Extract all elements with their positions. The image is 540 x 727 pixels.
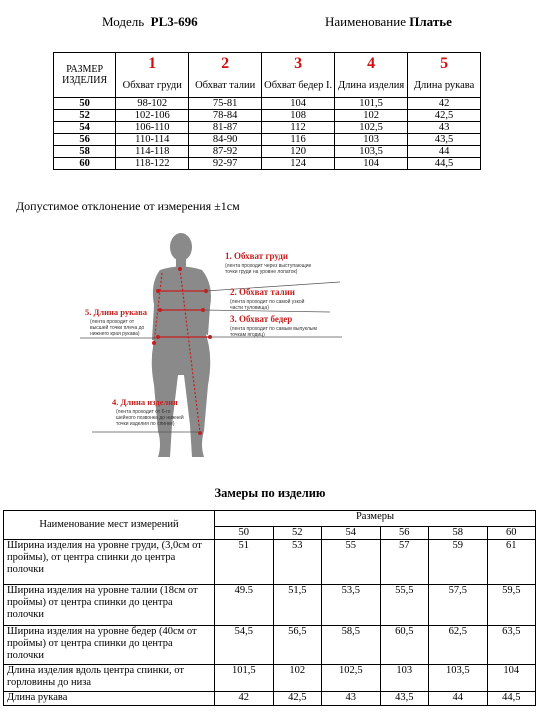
meas-row xyxy=(4,665,536,692)
model-label: Модель xyxy=(102,14,145,29)
meas-cell: 42,5 xyxy=(273,692,321,706)
size-row xyxy=(54,146,481,158)
meas-cell: 43,5 xyxy=(380,692,428,706)
meas-cell: 44 xyxy=(429,692,488,706)
size-cell: 124 xyxy=(262,158,335,170)
measurements-table xyxy=(3,510,536,706)
size-cell: 104 xyxy=(335,158,408,170)
label-length-note: (лента проходит от 6-го xyxy=(116,409,171,415)
column-label: Обхват бедер I. xyxy=(262,73,335,98)
size-table xyxy=(53,52,481,170)
meas-size-header: 50 xyxy=(215,527,274,540)
label-chest-title: 1. Обхват груди xyxy=(225,251,289,261)
meas-cell: 61 xyxy=(487,540,535,585)
meas-size-header: 58 xyxy=(429,527,488,540)
size-cell: 81-87 xyxy=(189,122,262,134)
name-value: Платье xyxy=(409,14,452,29)
meas-cell: 57,5 xyxy=(429,585,488,626)
label-length-note: шейного позвонка до нижней xyxy=(116,415,184,421)
size-cell: 43 xyxy=(408,122,481,134)
meas-row xyxy=(4,585,536,626)
size-cell: 106-110 xyxy=(116,122,189,134)
meas-cell: 102 xyxy=(273,665,321,692)
meas-cell: 51 xyxy=(215,540,274,585)
meas-cell: 43 xyxy=(322,692,381,706)
size-cell: 114-118 xyxy=(116,146,189,158)
label-waist-title: 2. Обхват талии xyxy=(230,287,295,297)
meas-cell: 53 xyxy=(273,540,321,585)
meas-cell: 104 xyxy=(487,665,535,692)
size-cell: 42,5 xyxy=(408,110,481,122)
label-length-note: точки изделия по спинке) xyxy=(116,421,175,427)
size-row-size: 50 xyxy=(54,98,116,110)
size-cell: 103 xyxy=(335,134,408,146)
size-cell: 84-90 xyxy=(189,134,262,146)
meas-cell: 53,5 xyxy=(322,585,381,626)
meas-size-header: 60 xyxy=(487,527,535,540)
size-row xyxy=(54,98,481,110)
measurement-figure xyxy=(80,225,360,465)
model-heading xyxy=(102,14,198,30)
size-cell: 44,5 xyxy=(408,158,481,170)
column-label: Длина рукава xyxy=(408,73,481,98)
size-cell: 104 xyxy=(262,98,335,110)
meas-cell: 42 xyxy=(215,692,274,706)
meas-cell: 58,5 xyxy=(322,626,381,665)
size-row xyxy=(54,110,481,122)
size-cell: 87-92 xyxy=(189,146,262,158)
name-label: Наименование xyxy=(325,14,406,29)
size-cell: 120 xyxy=(262,146,335,158)
size-row xyxy=(54,158,481,170)
meas-row xyxy=(4,626,536,665)
size-cell: 103,5 xyxy=(335,146,408,158)
meas-cell: 59 xyxy=(429,540,488,585)
size-row-size: 60 xyxy=(54,158,116,170)
meas-cell: 103,5 xyxy=(429,665,488,692)
name-heading xyxy=(325,14,452,30)
meas-cell: 63,5 xyxy=(487,626,535,665)
size-cell: 110-114 xyxy=(116,134,189,146)
size-cell: 92-97 xyxy=(189,158,262,170)
label-sleeve-note: (лента проходит от xyxy=(90,319,135,325)
column-label: Обхват талии xyxy=(189,73,262,98)
size-cell: 43,5 xyxy=(408,134,481,146)
label-chest-note: точки груди на уровне лопаток) xyxy=(225,269,298,275)
body-illustration xyxy=(80,225,360,465)
label-hips-note: точкам ягодиц) xyxy=(230,332,265,338)
meas-head-left: Наименование мест измерений xyxy=(4,511,215,540)
meas-row-name: Длина рукава xyxy=(4,692,215,706)
meas-row xyxy=(4,692,536,706)
size-cell: 112 xyxy=(262,122,335,134)
meas-cell: 59,5 xyxy=(487,585,535,626)
size-row xyxy=(54,122,481,134)
column-number: 2 xyxy=(189,53,262,74)
meas-row-name: Длина изделия вдоль центра спинки, от горловины до низа xyxy=(4,665,215,692)
label-chest-note: (лента проходит через выступающие xyxy=(225,263,312,269)
size-cell: 44 xyxy=(408,146,481,158)
label-sleeve-note: нижнего края рукава) xyxy=(90,331,140,337)
column-label: Длина изделия xyxy=(335,73,408,98)
size-cell: 116 xyxy=(262,134,335,146)
size-cell: 75-81 xyxy=(189,98,262,110)
meas-cell: 44,5 xyxy=(487,692,535,706)
meas-cell: 103 xyxy=(380,665,428,692)
column-number: 4 xyxy=(335,53,408,74)
size-cell: 118-122 xyxy=(116,158,189,170)
size-table-corner: РАЗМЕР ИЗДЕЛИЯ xyxy=(54,53,116,98)
meas-cell: 101,5 xyxy=(215,665,274,692)
size-cell: 42 xyxy=(408,98,481,110)
meas-cell: 62,5 xyxy=(429,626,488,665)
meas-cell: 49.5 xyxy=(215,585,274,626)
meas-cell: 55 xyxy=(322,540,381,585)
label-length-title: 4. Длина изделия xyxy=(112,397,178,407)
meas-cell: 57 xyxy=(380,540,428,585)
label-sleeve-title: 5. Длина рукава xyxy=(85,307,148,317)
label-sleeve-note: высшей точки плеча до xyxy=(90,325,145,331)
meas-cell: 51,5 xyxy=(273,585,321,626)
column-number: 5 xyxy=(408,53,481,74)
size-row-size: 52 xyxy=(54,110,116,122)
meas-size-header: 54 xyxy=(322,527,381,540)
meas-size-header: 56 xyxy=(380,527,428,540)
meas-cell: 102,5 xyxy=(322,665,381,692)
column-number: 1 xyxy=(116,53,189,74)
tolerance-note: Допустимое отклонение от измерения ±1см xyxy=(16,199,240,213)
size-cell: 102,5 xyxy=(335,122,408,134)
size-row xyxy=(54,134,481,146)
column-number: 3 xyxy=(262,53,335,74)
column-label: Обхват груди xyxy=(116,73,189,98)
size-row-size: 54 xyxy=(54,122,116,134)
label-waist-note: (лента проходит по самой узкой xyxy=(230,299,305,305)
meas-cell: 54,5 xyxy=(215,626,274,665)
size-row-size: 58 xyxy=(54,146,116,158)
size-cell: 102 xyxy=(335,110,408,122)
model-value: PL3-696 xyxy=(150,14,198,29)
meas-size-header: 52 xyxy=(273,527,321,540)
meas-head-right: Размеры xyxy=(215,511,536,527)
meas-row-name: Ширина изделия на уровне талии (18см от проймы) от центра спинки до центра полочки xyxy=(4,585,215,626)
size-row-size: 56 xyxy=(54,134,116,146)
meas-cell: 56,5 xyxy=(273,626,321,665)
size-cell: 101,5 xyxy=(335,98,408,110)
size-cell: 102-106 xyxy=(116,110,189,122)
meas-row-name: Ширина изделия на уровне бедер (40см от проймы) от центра спинки до центра полочки xyxy=(4,626,215,665)
label-waist-note: части туловища) xyxy=(230,305,269,311)
measurements-title: Замеры по изделию xyxy=(214,486,326,500)
meas-row xyxy=(4,540,536,585)
meas-row-name: Ширина изделия на уровне груди, (3,0см от проймы), от центра спинки до центра полочки xyxy=(4,540,215,585)
size-cell: 108 xyxy=(262,110,335,122)
label-hips-title: 3. Обхват бедер xyxy=(230,314,293,324)
meas-cell: 60,5 xyxy=(380,626,428,665)
label-hips-note: (лента проходит по самым выпуклым xyxy=(230,326,317,332)
size-cell: 78-84 xyxy=(189,110,262,122)
meas-cell: 55,5 xyxy=(380,585,428,626)
size-cell: 98-102 xyxy=(116,98,189,110)
